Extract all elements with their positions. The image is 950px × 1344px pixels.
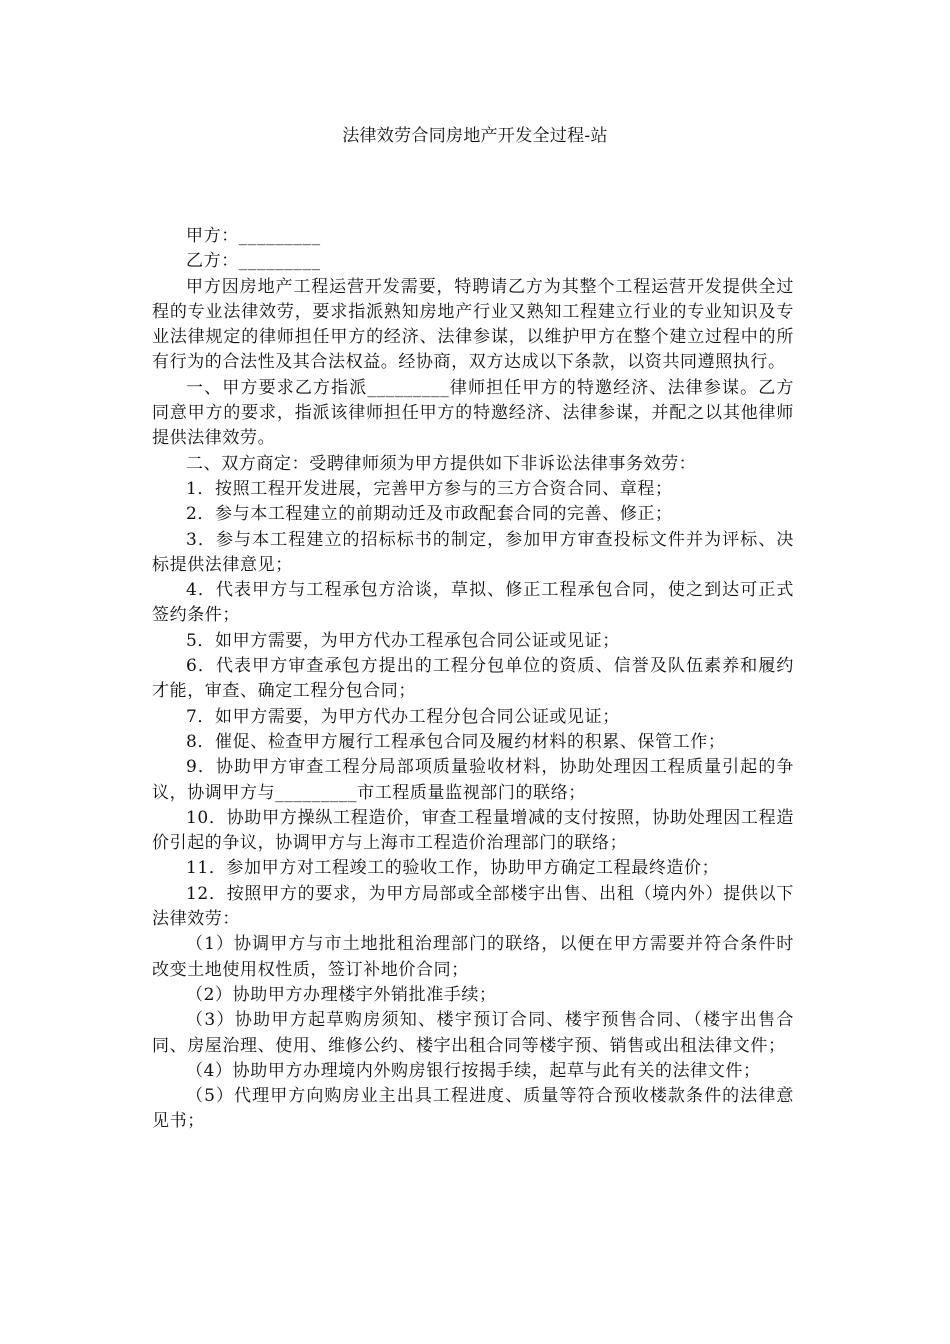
clause-1-paragraph: 一、甲方要求乙方指派_________律师担任甲方的特邀经济、法律参谋。乙方同意甲方的要求，指派该律师担任甲方的特邀经济、法律参谋，并配之以其他律师提供法律效劳。 <box>152 377 794 449</box>
service-item-8: 8．催促、检查甲方履行工程承包合同及履约材料的积累、保管工作； <box>186 731 726 752</box>
service-item-4: 4．代表甲方与工程承包方洽谈，草拟、修正工程承包合同，使之到达可正式签约条件； <box>152 580 794 626</box>
service-item-2: 2．参与本工程建立的前期动迁及市政配套合同的完善、修正； <box>186 504 673 525</box>
document-title: 法律效劳合同房地产开发全过程-站 <box>342 126 608 146</box>
party-a-line: 甲方：_________ <box>186 226 321 246</box>
service-item-9: 9．协助甲方审查工程分局部项质量验收材料，协助处理因工程质量引起的争议，协调甲方与_________市工程质量监视部门的联络； <box>152 757 794 803</box>
clause-2-paragraph: 二、双方商定：受聘律师须为甲方提供如下非诉讼法律事务效劳： <box>186 453 697 474</box>
preamble-paragraph: 甲方因房地产工程运营开发需要，特聘请乙方为其整个工程运营开发提供全过程的专业法律效劳，要求指派熟知房地产行业又熟知工程建立行业的专业知识及专业法律规定的律师担任甲方的经济、法律参谋，以维护甲方在整个建立过程中的所有行为的合法性及其合法权益。经协商，双方达成以下条款，以资共同遵照执行。 <box>152 276 794 373</box>
sub-item-4: （4）协助甲方办理境内外购房银行按揭手续，起草与此有关的法律文件； <box>186 1060 761 1081</box>
sub-item-1: （1）协调甲方与市土地批租治理部门的联络，以便在甲方需要并符合条件时改变土地使用权性质，签订补地价合同； <box>152 934 794 980</box>
sub-item-3: （3）协助甲方起草购房须知、楼宇预订合同、楼宇预售合同、（楼宇出售合同、房屋治理、使用、维修公约、楼宇出租合同等楼宇预、销售或出租法律文件； <box>152 1010 794 1056</box>
service-item-7: 7．如甲方需要，为甲方代办工程分包合同公证或见证； <box>186 706 620 727</box>
sub-item-2: （2）协助甲方办理楼宇外销批准手续； <box>186 984 497 1005</box>
service-item-6: 6．代表甲方审查承包方提出的工程分包单位的资质、信誉及队伍素养和履约才能，审查、确定工程分包合同； <box>152 656 794 702</box>
service-item-5: 5．如甲方需要，为甲方代办工程承包合同公证或见证； <box>186 630 620 651</box>
document-body <box>152 224 794 1135</box>
service-item-10: 10．协助甲方操纵工程造价，审查工程量增减的支付按照，协助处理因工程造价引起的争议，协调甲方与上海市工程造价治理部门的联络； <box>152 807 794 854</box>
service-item-1: 1．按照工程开发进展，完善甲方参与的三方合资合同、章程； <box>186 478 673 499</box>
sub-item-5: （5）代理甲方向购房业主出具工程进度、质量等符合预收楼款条件的法律意见书； <box>152 1086 794 1132</box>
service-item-3: 3．参与本工程建立的招标标书的制定，参加甲方审查投标文件并为评标、决标提供法律意见； <box>152 529 794 575</box>
service-item-11: 11．参加甲方对工程竣工的验收工作，协助甲方确定工程最终造价； <box>186 858 720 879</box>
service-item-12: 12．按照甲方的要求，为甲方局部或全部楼宇出售、出租（境内外）提供以下法律效劳： <box>152 883 794 930</box>
party-b-line: 乙方：_________ <box>186 251 321 272</box>
